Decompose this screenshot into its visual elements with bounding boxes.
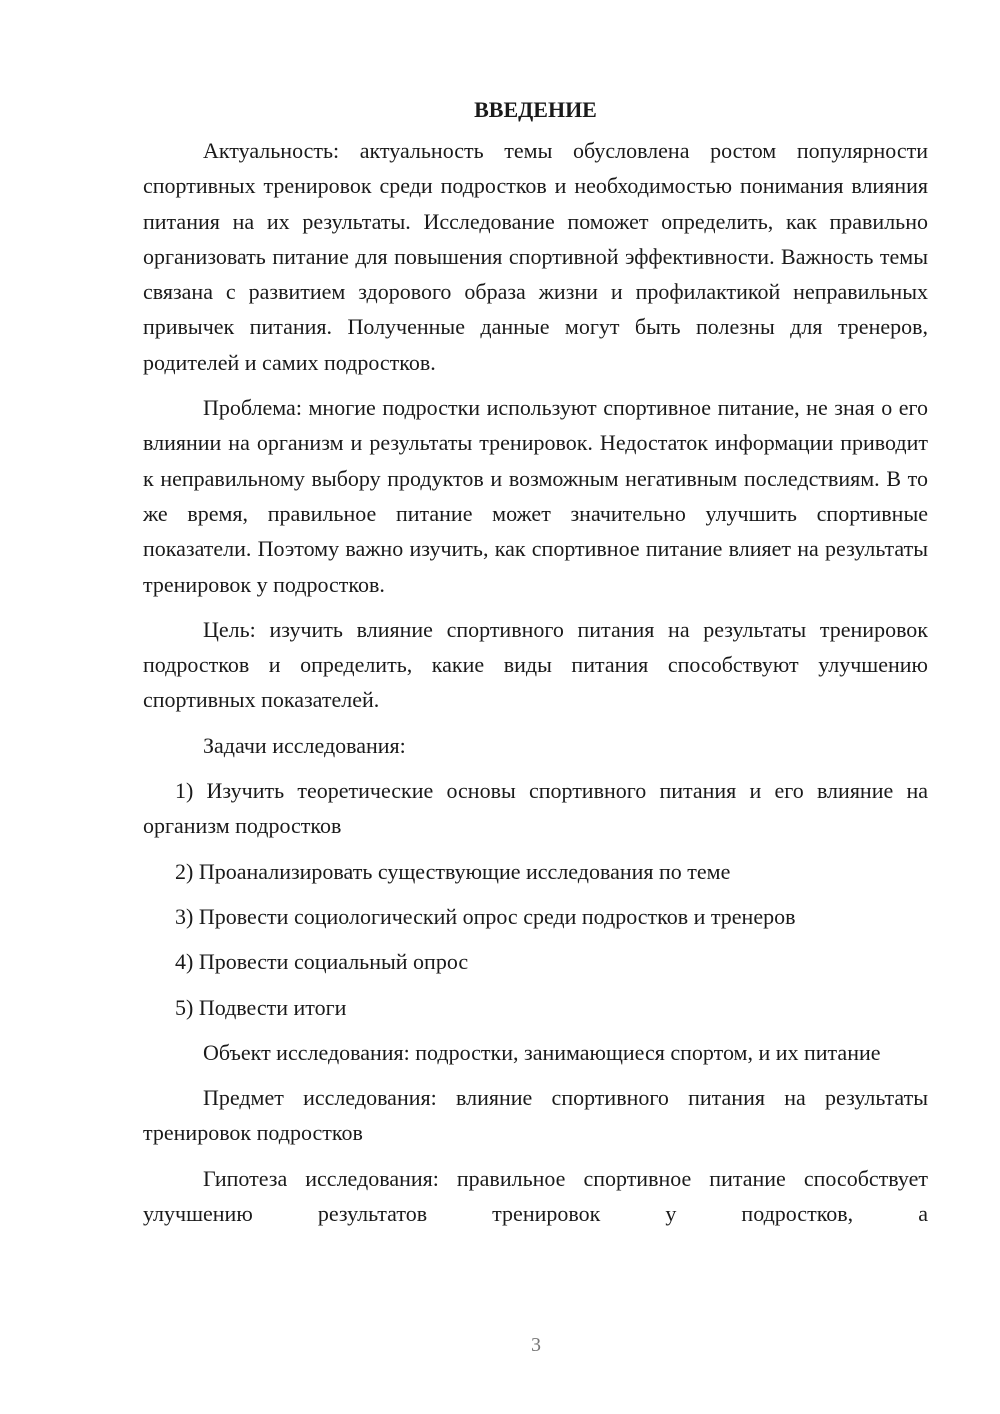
goal-paragraph: Цель: изучить влияние спортивного питания на результаты тренировок подростков и определить, какие виды питания способствуют улучшению спортивных показателей. xyxy=(143,616,928,713)
tasks-list xyxy=(143,773,928,1025)
list-item: 5) Подвести итоги xyxy=(175,994,347,1020)
object-paragraph: Объект исследования: подростки, занимающиеся спортом, и их питание xyxy=(203,1039,881,1065)
list-item: 2) Проанализировать существующие исследования по теме xyxy=(175,858,731,884)
list-item: 1) Изучить теоретические основы спортивного питания и его влияние на организм подростков xyxy=(143,778,928,839)
section-heading: ВВЕДЕНИЕ xyxy=(474,97,597,122)
hypothesis-paragraph: Гипотеза исследования: правильное спортивное питание способствует улучшению результатов тренировок у подростков, а xyxy=(143,1165,928,1227)
list-item: 3) Провести социологический опрос среди подростков и тренеров xyxy=(175,903,796,929)
page-number: 3 xyxy=(531,1334,541,1356)
list-item: 4) Провести социальный опрос xyxy=(175,949,469,975)
subject-paragraph: Предмет исследования: влияние спортивного питания на результаты тренировок подростков xyxy=(143,1085,928,1146)
tasks-heading: Задачи исследования: xyxy=(203,732,406,758)
problem-paragraph: Проблема: многие подростки используют спортивное питание, не зная о его влиянии на организм и результаты тренировок. Недостаток информации приводит к неправильному выбору продуктов и возможным негативным последствиям. В то же время, правильное питание может значительно улучшить спортивные показатели. Поэтому важно изучить, как спортивное питание влияет на результаты тренировок у подростков. xyxy=(143,395,928,597)
relevance-paragraph: Актуальность: актуальность темы обусловлена ростом популярности спортивных тренировок среди подростков и необходимостью понимания влияния питания на их результаты. Исследование поможет определить, как правильно организовать питание для повышения спортивной эффективности. Важность темы связана с развитием здорового образа жизни и профилактикой неправильных привычек питания. Полученные данные могут быть полезны для тренеров, родителей и самих подростков. xyxy=(143,138,928,375)
document-page xyxy=(143,93,928,1241)
